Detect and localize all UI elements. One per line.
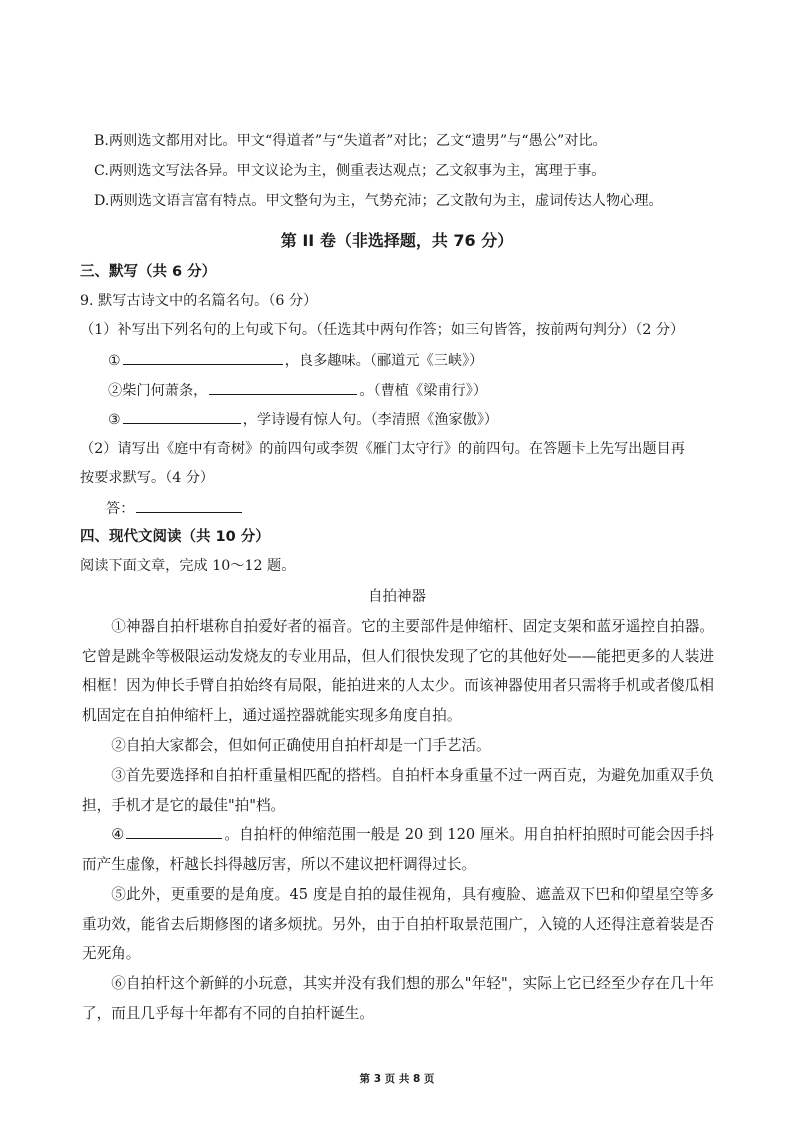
article-paragraph-1: ①神器自拍杆堪称自拍爱好者的福音。它的主要部件是伸缩杆、固定支架和蓝牙遥控自拍器。它曾是跳伞等极限运动发烧友的专业用品，但人们很快发现了它的其他好处——能把更多的人装进相框！因为伸长手臂自拍始终有局限，能拍进来的人太少。而该神器使用者只需将手机或者傻瓜相机固定在自拍伸缩杆上，通过遥控器就能实现多角度自拍。 [82,618,714,724]
article-paragraph-4 [82,820,714,879]
answer-line [106,498,244,519]
answer-blank-1[interactable] [123,350,283,365]
option-d: D.两则选文语言富有特点。甲文整句为主，气势充沛；乙文散句为主，虚词传达人物心理。 [94,193,663,209]
question9-sub2-line1: （2）请写出《庭中有奇树》的前四句或李贺《雁门太守行》的前四句。在答题卡上先写出题目再 [80,441,685,457]
answer-blank-4[interactable] [136,498,242,513]
answer-label: 答： [106,501,135,517]
page-footer: 第 3 页 共 8 页 [359,1073,435,1085]
fill-item-2-head: ②柴门何萧条， [108,383,208,399]
fill-item-3 [108,409,498,430]
article-paragraph-6: ⑥自拍杆这个新鲜的小玩意，其实并没有我们想的那么"年轻"，实际上它已经至少存在几十年了，而且几乎每十年都有不同的自拍杆诞生。 [82,975,714,1022]
fill-item-3-text: ，学诗谩有惊人句。（李清照《渔家傲》） [242,412,499,428]
answer-blank-3[interactable] [123,409,241,424]
question9-sub1: （1）补写出下列名句的上句或下句。（任选其中两句作答；如三句皆答，按前两句判分）（2 分） [80,322,685,338]
option-c: C.两则选文写法各异。甲文议论为主，侧重表达观点；乙文叙事为主，寓理于事。 [94,163,606,179]
reading-intro: 阅读下面文章，完成 10～12 题。 [80,558,296,574]
article-paragraph-2: ②自拍大家都会，但如何正确使用自拍杆却是一门手艺活。 [111,737,491,754]
section4-heading: 四、现代文阅读（共 10 分） [80,529,270,545]
answer-blank-5[interactable] [126,824,222,839]
fill-item-3-num: ③ [108,412,121,428]
question9-sub2-line2: 按要求默写。（4 分） [80,470,215,486]
question9: 9. 默写古诗文中的名篇名句。（6 分） [80,293,318,309]
article-title: 自拍神器 [368,589,426,605]
part2-title: 第 II 卷（非选择题，共 76 分） [280,231,514,250]
answer-blank-2[interactable] [209,380,357,395]
section3-heading: 三、默写（共 6 分） [80,264,217,280]
fill-item-2 [108,380,487,401]
fill-item-2-text: 。（曹植《梁甫行》） [359,383,488,399]
article-paragraph-4-text: 。自拍杆的伸缩范围一般是 20 到 120 厘米。用自拍杆拍照时可能会因手抖而产生虚像，杆越长抖得越厉害，所以不建议把杆调得过长。 [82,826,715,873]
article-paragraph-3: ③首先要选择和自拍杆重量相匹配的搭档。自拍杆本身重量不过一两百克，为避免加重双手负担，手机才是它的最佳"拍"档。 [82,767,714,814]
article-paragraph-5: ⑤此外，更重要的是角度。45 度是自拍的最佳视角，具有瘦脸、遮盖双下巴和仰望星空等多重功效，能省去后期修图的诸多烦扰。另外，由于自拍杆取景范围广，入镜的人还得注意着装是否无死角。 [82,886,714,963]
fill-item-1-text: ，良多趣味。（郦道元《三峡》） [284,353,484,369]
fill-item-1-num: ① [108,353,121,369]
article-paragraph-4-num: ④ [111,826,125,843]
fill-item-1 [108,350,483,371]
option-b: B.两则选文都用对比。甲文“得道者”与“失道者”对比；乙文“遗男”与“愚公”对比。 [94,133,607,149]
